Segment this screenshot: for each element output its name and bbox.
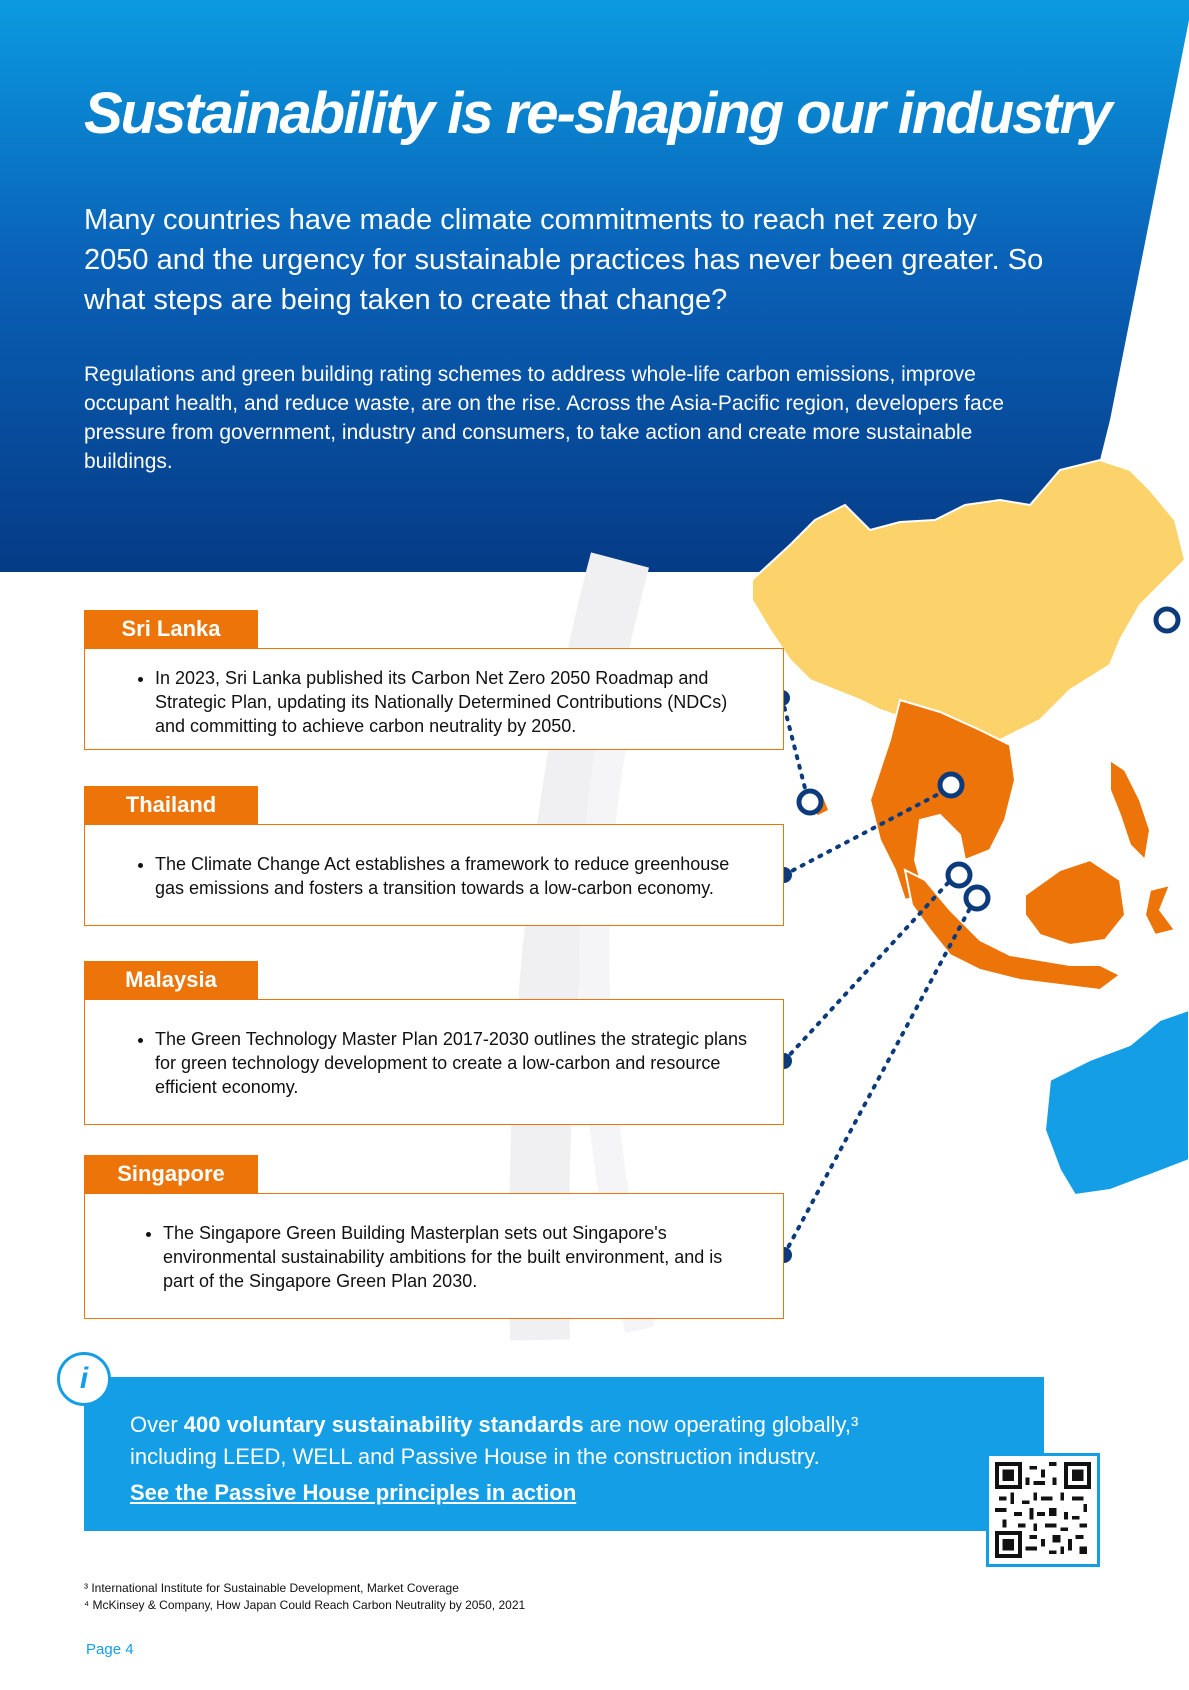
map-sri-lanka <box>808 790 828 815</box>
map-malay-archipelago <box>905 870 1120 990</box>
qr-code-icon <box>995 1462 1091 1558</box>
map-marker-singapore <box>966 887 988 909</box>
passive-house-link[interactable]: See the Passive House principles in action <box>130 1480 577 1505</box>
info-text <box>130 1409 930 1509</box>
map-australia <box>1045 1010 1189 1195</box>
connector-malaysia <box>784 872 958 1061</box>
info-line2: including LEED, WELL and Passive House in the construction industry. <box>130 1444 820 1469</box>
page-number: Page 4 <box>86 1641 134 1658</box>
country-tag: Malaysia <box>84 961 258 999</box>
info-icon: i <box>57 1352 111 1406</box>
map-philippines <box>1110 760 1150 860</box>
country-bullet: • In 2023, Sri Lanka published its Carbon Net Zero 2050 Roadmap and Strategic Plan, updating its Nationally Determined Contributions (NDCs) and committing to achieve carbon neutrality by 2050. <box>155 666 753 738</box>
country-tag: Thailand <box>84 786 258 824</box>
footnote: ³ International Institute for Sustainable Development, Market Coverage <box>84 1581 459 1595</box>
info-suffix: are now operating globally,³ <box>583 1412 859 1437</box>
country-tag: Sri Lanka <box>84 610 258 648</box>
country-tag: Singapore <box>84 1155 258 1193</box>
map-indochina <box>870 700 1015 900</box>
country-text-box <box>84 824 784 926</box>
lead-paragraph: Many countries have made climate commitments to reach net zero by 2050 and the urgency for sustainable practices has never been greater. So what steps are being taken to create that change? <box>84 204 1044 316</box>
map-marker-malaysia <box>948 864 970 886</box>
map-marker-thailand <box>940 774 962 796</box>
map-sulawesi <box>1145 885 1175 935</box>
info-highlight: 400 voluntary sustainability standards <box>183 1412 584 1437</box>
map-marker-japan <box>1156 609 1178 631</box>
footnotes <box>84 1580 525 1614</box>
footnote: ⁴ McKinsey & Company, How Japan Could Reach Carbon Neutrality by 2050, 2021 <box>84 1598 526 1612</box>
connector-sri-lanka <box>782 698 808 800</box>
country-bullet: • The Climate Change Act establishes a framework to reduce greenhouse gas emissions and fosters a transition towards a low-carbon economy. <box>155 852 753 900</box>
page-title: Sustainability is re-shaping our industry <box>84 81 1111 146</box>
map-marker-sri-lanka <box>799 791 821 813</box>
country-text-box <box>84 999 784 1125</box>
map-borneo <box>1025 860 1125 945</box>
info-prefix: Over <box>130 1412 184 1437</box>
qr-code[interactable] <box>986 1453 1100 1567</box>
connector-thailand <box>784 788 950 875</box>
country-text-box <box>84 648 784 750</box>
intro-paragraph: Regulations and green building rating schemes to address whole-life carbon emissions, improve occupant health, and reduce waste, are on the rise. Across the Asia-Pacific region, developers face pressure from government, industry and consumers, to take action and create more sustainable buildings. <box>84 363 1004 473</box>
connector-singapore <box>784 897 976 1255</box>
country-bullet: • The Singapore Green Building Masterplan sets out Singapore's environmental sustainability ambitions for the built environment, and is part of the Singapore Green Plan 2030. <box>163 1221 753 1293</box>
info-callout <box>84 1377 1044 1531</box>
country-bullet: • The Green Technology Master Plan 2017-2030 outlines the strategic plans for green technology development to create a low-carbon and resource efficient economy. <box>155 1027 753 1099</box>
country-text-box <box>84 1193 784 1319</box>
